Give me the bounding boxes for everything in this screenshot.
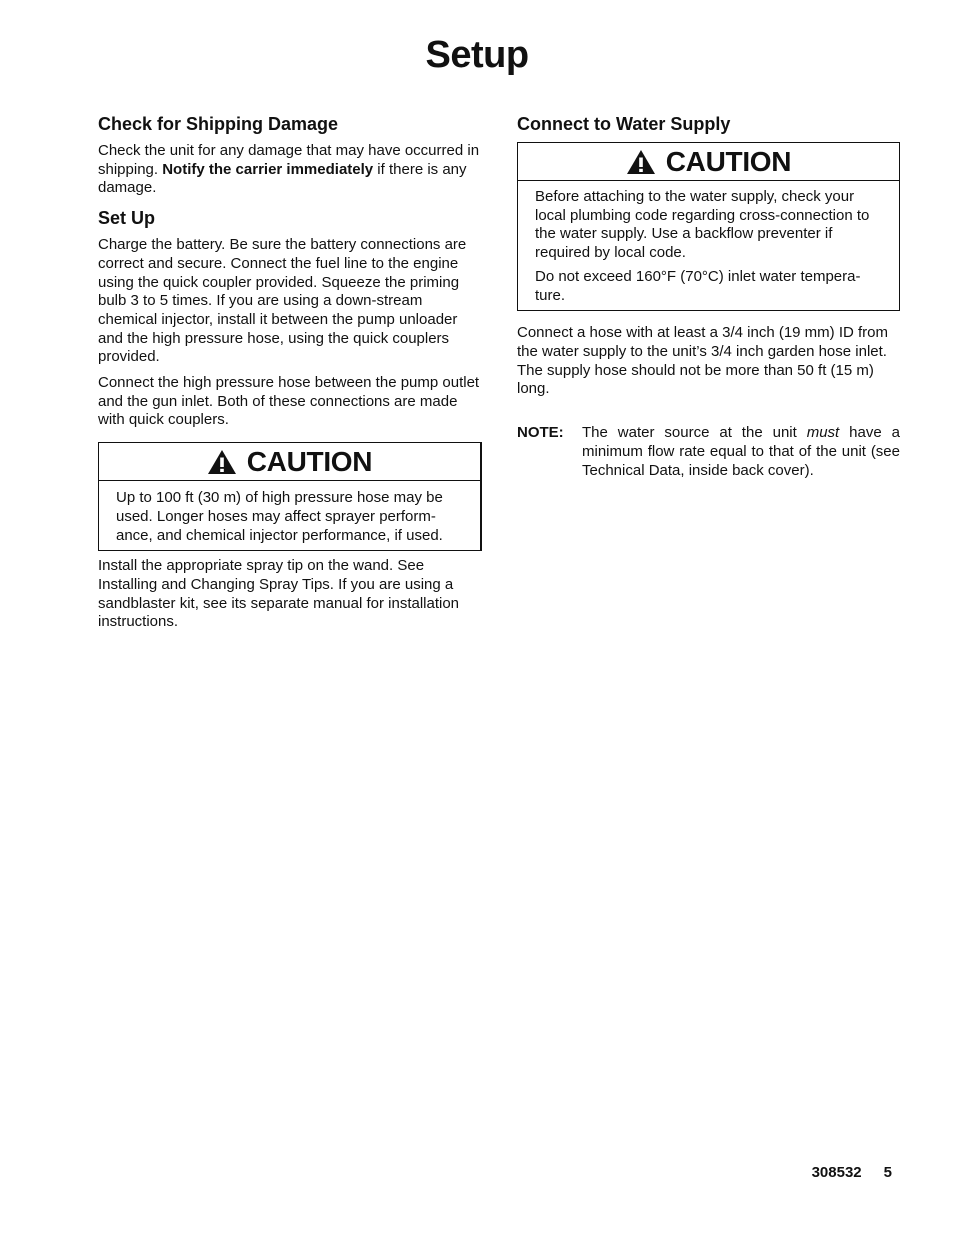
spray-tip-paragraph: Install the appropriate spray tip on the wand. See Installing and Changing Spray Tips. If you are using a sandblaster kit, see its separate manual for installation instructions. xyxy=(98,557,460,631)
document-number: 308532 xyxy=(811,1164,862,1181)
hose-length-caution-box xyxy=(98,442,482,551)
caution-body xyxy=(99,481,480,550)
page-number: 5 xyxy=(883,1164,892,1181)
shipping-damage-heading: Check for Shipping Damage xyxy=(98,114,339,134)
page-title: Setup xyxy=(425,34,529,76)
shipping-damage-section xyxy=(98,112,482,198)
flow-rate-note xyxy=(517,423,900,480)
caution-label: CAUTION xyxy=(665,145,792,177)
caution-label: CAUTION xyxy=(246,445,373,477)
shipping-damage-text xyxy=(98,142,482,198)
notify-carrier-emphasis: Notify the carrier immediately xyxy=(162,160,374,178)
note-emphasis: must xyxy=(806,424,840,442)
set-up-section xyxy=(98,206,482,430)
caution-text: Up to 100 ft (30 m) of high pressure hose may be used. Longer hoses may affect sprayer perform-ance, and chemical injector performance, if used. xyxy=(116,489,443,544)
water-supply-heading: Connect to Water Supply xyxy=(517,114,731,134)
caution-header xyxy=(99,443,480,481)
right-column xyxy=(517,112,900,480)
temperature-limit-text: Do not exceed 160°F (70°C) inlet water tempera-ture. xyxy=(535,267,861,304)
caution-header xyxy=(518,143,899,181)
water-supply-caution-box xyxy=(517,142,900,311)
plumbing-code-text: Before attaching to the water supply, check your local plumbing code regarding cross-connection to the water supply. Use a backflow preventer if required by local code. xyxy=(535,188,870,262)
note-label: NOTE: xyxy=(517,424,564,442)
set-up-heading: Set Up xyxy=(98,208,156,229)
note-text xyxy=(582,423,900,480)
warning-triangle-icon xyxy=(626,149,656,175)
caution-body xyxy=(518,181,899,310)
warning-triangle-icon xyxy=(207,449,237,475)
left-column xyxy=(98,112,482,632)
set-up-paragraph-2: Connect the high pressure hose between the pump outlet and the gun inlet. Both of these connections are made with quick couplers. xyxy=(98,374,480,429)
set-up-paragraph-1: Charge the battery. Be sure the battery connections are correct and secure. Connect the fuel line to the engine using the quick coupler provided. Squeeze the priming bulb 3 to 5 times. If you are using a down-stream chemical injector, install it between the pump unloader and the high pressure hose, using the quick couplers provided. xyxy=(98,236,467,366)
connect-hose-paragraph: Connect a hose with at least a 3/4 inch (19 mm) ID from the water supply to the unit’s 3/4 inch garden hose inlet. The supply hose should not be more than 50 ft (15 m) long. xyxy=(517,324,888,398)
note-text-start: The water source at the unit xyxy=(582,424,807,442)
shipping-damage-text-end: if there is any damage. xyxy=(98,160,467,197)
shipping-damage-text-start: Check the unit for any damage that may have occurred in shipping. xyxy=(98,142,480,178)
note-text-end: have a minimum flow rate equal to that of the unit (see Technical Data, inside back cover). xyxy=(582,424,900,480)
page-footer xyxy=(812,1164,892,1181)
